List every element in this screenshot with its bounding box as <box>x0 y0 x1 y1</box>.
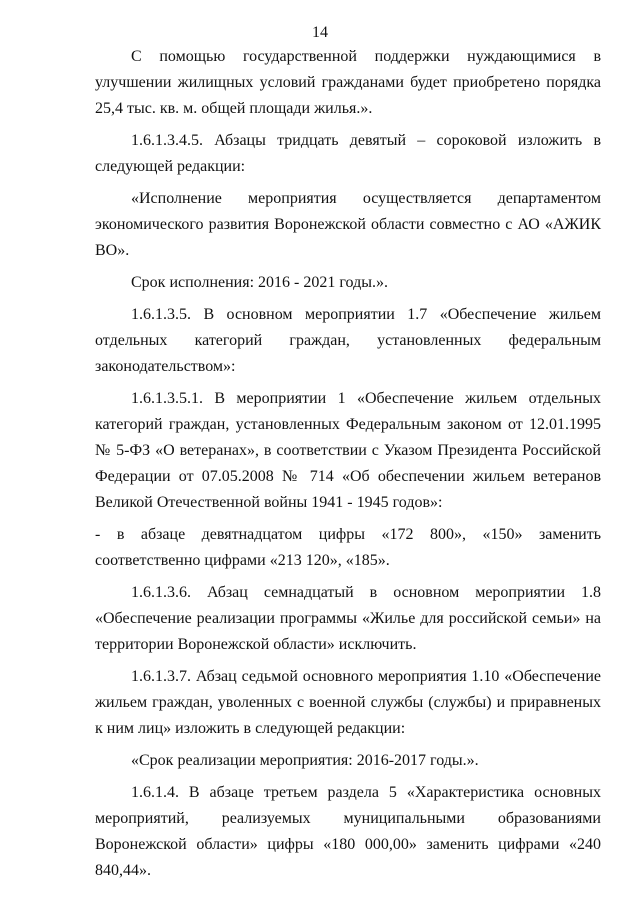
page-number: 14 <box>312 24 328 41</box>
paragraph: 1.6.1.3.6. Абзац семнадцатый в основном мероприятии 1.8 «Обеспечение реализации программы «Жилье для российской семьи» на территории Воронежской области» исключить. <box>95 584 601 653</box>
paragraph: Срок исполнения: 2016 - 2021 годы.». <box>131 274 388 291</box>
paragraph: «Исполнение мероприятия осуществляется департаментом экономического развития Воронежской области совместно с АО «АЖИК ВО». <box>95 190 601 259</box>
paragraph: 1.6.1.3.5.1. В мероприятии 1 «Обеспечение жильем отдельных категорий граждан, установленных Федеральным законом от 12.01.1995 № 5-ФЗ «О ветеранах», в соответствии с Указом Президента Российской Федерации от 07.05.2008 № 714 «Об обеспечении жильем ветеранов Великой Отечественной войны 1941 - 1945 годов»: <box>95 390 601 511</box>
document-body <box>95 44 601 884</box>
paragraph: «Срок реализации мероприятия: 2016-2017 годы.». <box>131 752 479 769</box>
paragraph: С помощью государственной поддержки нуждающимися в улучшении жилищных условий гражданами будет приобретено порядка 25,4 тыс. кв. м. общей площади жилья.». <box>95 48 601 117</box>
paragraph: 1.6.1.3.5. В основном мероприятии 1.7 «Обеспечение жильем отдельных категорий граждан, установленных федеральным законодательством»: <box>95 306 601 375</box>
paragraph: 1.6.1.3.4.5. Абзацы тридцать девятый – сороковой изложить в следующей редакции: <box>95 132 601 175</box>
paragraph: 1.6.1.4. В абзаце третьем раздела 5 «Характеристика основных мероприятий, реализуемых муниципальными образованиями Воронежской области» цифры «180 000,00» заменить цифрами «240 840,44». <box>95 784 601 879</box>
paragraph: - в абзаце девятнадцатом цифры «172 800», «150» заменить соответственно цифрами «213 120», «185». <box>95 526 601 569</box>
paragraph: 1.6.1.3.7. Абзац седьмой основного мероприятия 1.10 «Обеспечение жильем граждан, уволенных с военной службы (службы) и приравненых к ним лиц» изложить в следующей редакции: <box>95 668 601 737</box>
